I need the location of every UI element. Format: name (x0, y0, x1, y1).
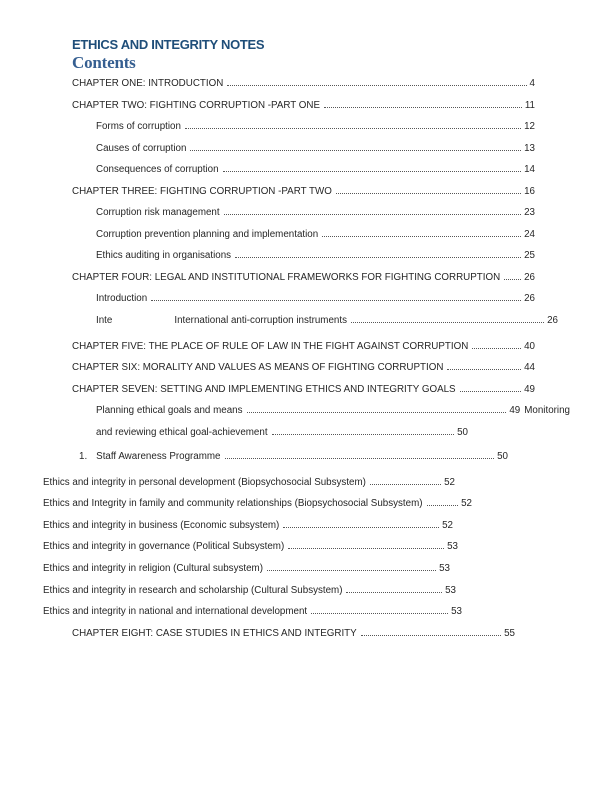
toc-entry[interactable] (0, 293, 612, 315)
toc-entry-text: Planning ethical goals and means (96, 405, 243, 417)
toc-entry[interactable] (0, 229, 612, 251)
toc-entry[interactable] (0, 100, 612, 122)
toc-entry[interactable] (0, 250, 612, 272)
dot-leader (351, 322, 544, 323)
toc-entry[interactable] (0, 362, 612, 384)
toc-entry-text: Consequences of corruption (96, 164, 219, 176)
toc-entry[interactable] (0, 427, 612, 449)
dot-leader (324, 107, 522, 108)
toc-entry-prefix: Inte (96, 315, 113, 327)
toc-entry[interactable] (0, 628, 612, 650)
dot-leader (447, 369, 521, 370)
toc-entry-page: 24 (524, 228, 535, 240)
toc-entry-text: Ethics and integrity in national and international development (43, 606, 308, 618)
toc-entry-text: Forms of corruption (96, 121, 181, 133)
toc-entry[interactable] (0, 384, 612, 406)
dot-leader (346, 592, 442, 593)
toc-entry-text: CHAPTER SIX: MORALITY AND VALUES AS MEANS OF FIGHTING CORRUPTION (72, 362, 444, 374)
toc-entry-page: 25 (524, 250, 535, 262)
dot-leader (247, 412, 507, 413)
toc-entry-text: Staff Awareness Programme (96, 451, 221, 463)
toc-entry-text: Introduction (96, 293, 148, 305)
toc-entry-page: 4 (529, 78, 535, 89)
toc-entry[interactable] (0, 498, 612, 520)
toc-entry[interactable] (0, 520, 612, 542)
dot-leader (504, 279, 521, 280)
toc-entry-page: 26 (524, 271, 535, 283)
toc-list (0, 78, 612, 649)
toc-entry-page: 53 (451, 606, 462, 618)
toc-entry-page: 53 (439, 563, 450, 575)
toc-entry[interactable] (0, 341, 612, 363)
toc-entry[interactable] (0, 563, 612, 585)
toc-entry[interactable] (0, 186, 612, 208)
toc-entry-page: 49 (524, 383, 535, 395)
toc-entry-page: 53 (447, 541, 458, 553)
toc-entry-text: Causes of corruption (96, 142, 187, 154)
toc-entry[interactable] (0, 272, 612, 294)
dot-leader (283, 527, 439, 528)
toc-entry[interactable] (0, 143, 612, 165)
toc-entry-prefix: 1. (79, 451, 88, 463)
toc-entry[interactable] (0, 585, 612, 607)
dot-leader (336, 193, 521, 194)
dot-leader (224, 214, 521, 215)
toc-entry-text: Corruption prevention planning and implementation (96, 228, 319, 240)
toc-entry-page: 26 (524, 293, 535, 305)
toc-entry-page: 12 (524, 121, 535, 133)
document-title: ETHICS AND INTEGRITY NOTES (72, 37, 265, 52)
toc-entry-text: Ethics and integrity in business (Economic subsystem) (43, 519, 280, 531)
dot-leader (472, 348, 521, 349)
toc-entry-text: CHAPTER TWO: FIGHTING CORRUPTION -PART ONE (72, 99, 321, 111)
toc-entry-text: Ethics and integrity in personal development (Biopsychosocial Subsystem) (43, 476, 366, 488)
toc-entry-text: CHAPTER FIVE: THE PLACE OF RULE OF LAW IN THE FIGHT AGAINST CORRUPTION (72, 340, 469, 352)
toc-entry-page: 11 (524, 99, 535, 111)
dot-leader (288, 548, 444, 549)
toc-entry-page: 13 (524, 142, 535, 154)
toc-entry[interactable] (0, 121, 612, 143)
toc-entry-text: CHAPTER FOUR: LEGAL AND INSTITUTIONAL FRAMEWORKS FOR FIGHTING CORRUPTION (72, 271, 501, 283)
toc-entry-text: Ethics and integrity in research and scholarship (Cultural Subsystem) (43, 584, 343, 596)
toc-entry-text: CHAPTER ONE: INTRODUCTION (72, 78, 224, 89)
toc-entry[interactable] (0, 541, 612, 563)
dot-leader (361, 635, 501, 636)
dot-leader (427, 505, 459, 506)
toc-entry-page: 55 (504, 627, 515, 639)
toc-entry[interactable] (0, 164, 612, 186)
dot-leader (225, 458, 495, 459)
toc-entry-page: 50 (457, 426, 468, 438)
dot-leader (311, 613, 448, 614)
dot-leader (267, 570, 436, 571)
toc-entry-text: Ethics auditing in organisations (96, 250, 232, 262)
dot-leader (235, 257, 521, 258)
dot-leader (185, 128, 521, 129)
toc-entry-page: 44 (524, 362, 535, 374)
toc-entry-text: CHAPTER EIGHT: CASE STUDIES IN ETHICS AND INTEGRITY (72, 627, 357, 639)
toc-entry-text: and reviewing ethical goal-achievement (96, 426, 268, 438)
dot-leader (460, 391, 521, 392)
dot-leader (190, 150, 521, 151)
toc-entry-suffix: Monitoring (524, 405, 570, 417)
dot-leader (223, 171, 522, 172)
toc-entry-page: 52 (444, 476, 455, 488)
toc-entry-page: 53 (445, 584, 456, 596)
contents-heading: Contents (72, 53, 136, 72)
toc-entry-page: 26 (547, 315, 558, 327)
toc-entry-text: CHAPTER THREE: FIGHTING CORRUPTION -PART TWO (72, 185, 332, 197)
toc-entry[interactable] (0, 405, 612, 427)
toc-entry-page: 14 (524, 164, 535, 176)
toc-entry[interactable] (0, 606, 612, 628)
dot-leader (322, 236, 521, 237)
toc-entry-text: Ethics and integrity in governance (Political Subsystem) (43, 541, 285, 553)
toc-entry-page: 50 (497, 451, 508, 463)
toc-entry-page: 40 (524, 340, 535, 352)
dot-leader (370, 484, 441, 485)
toc-entry[interactable] (0, 451, 612, 473)
toc-entry-page: 23 (524, 207, 535, 219)
toc-entry-page: 16 (524, 185, 535, 197)
toc-entry[interactable] (0, 207, 612, 229)
toc-entry-text: International anti-corruption instruments (174, 315, 347, 327)
toc-entry-text: Corruption risk management (96, 207, 220, 219)
dot-leader (227, 85, 526, 86)
toc-entry[interactable] (0, 477, 612, 499)
dot-leader (272, 434, 455, 435)
toc-entry-text: Ethics and Integrity in family and community relationships (Biopsychosocial Subsystem) (43, 498, 423, 510)
toc-entry-text: Ethics and integrity in religion (Cultural subsystem) (43, 563, 263, 575)
toc-entry-text: CHAPTER SEVEN: SETTING AND IMPLEMENTING ETHICS AND INTEGRITY GOALS (72, 383, 456, 395)
dot-leader (151, 300, 521, 301)
toc-entry-page: 49 (509, 405, 521, 417)
toc-entry-page: 52 (442, 519, 453, 531)
toc-entry[interactable] (0, 315, 612, 337)
toc-entry[interactable] (0, 78, 612, 100)
toc-entry-page: 52 (461, 498, 472, 510)
